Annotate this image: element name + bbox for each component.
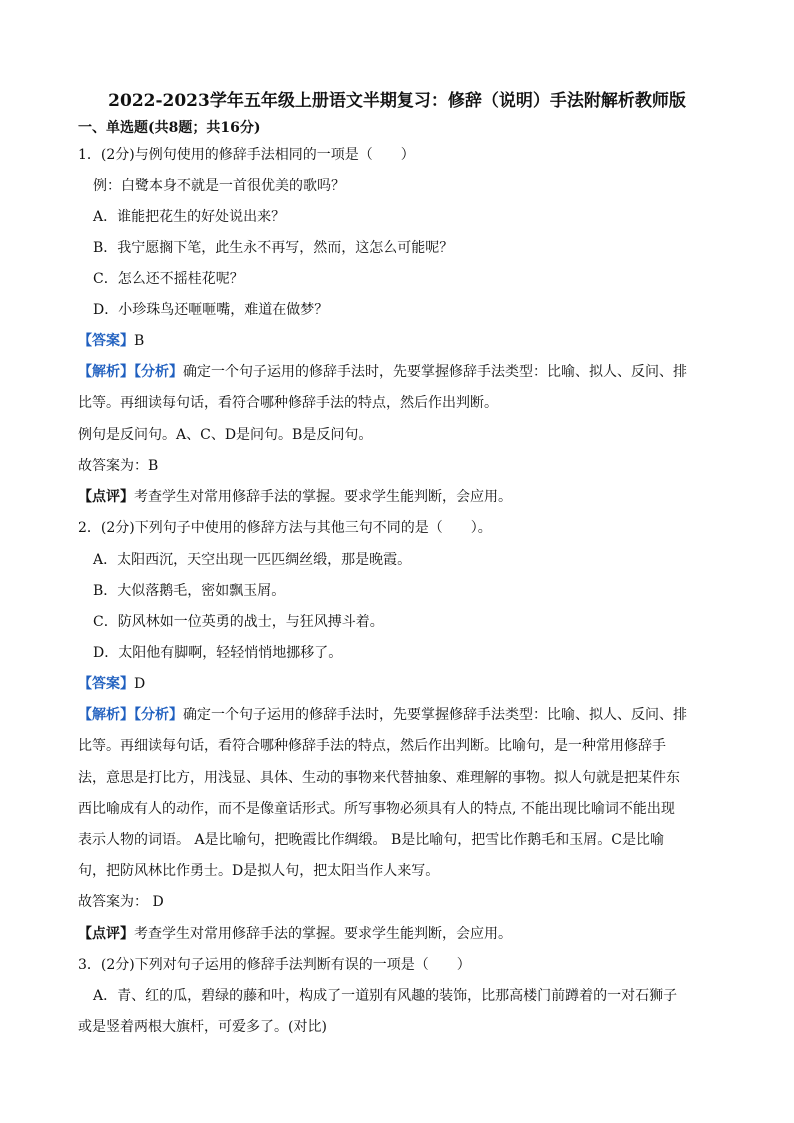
comment-text: 考查学生对常用修辞手法的掌握。要求学生能判断，会应用。: [134, 926, 512, 942]
q1-comment: [78, 487, 512, 507]
q1-analysis-line-2: 比等。再细读每句话，看符合哪种修辞手法的特点，然后作出判断。: [78, 395, 498, 411]
q1-final-answer: 故答案为：B: [78, 458, 159, 474]
q3-option-a-line-2: 或是竖着两根大旗杆，可爱多了。(对比): [78, 1019, 327, 1035]
q2-comment: [78, 924, 512, 944]
answer-value: B: [134, 333, 145, 349]
q2-analysis-line-2: 比等。再细读每句话，看符合哪种修辞手法的特点，然后作出判断。比喻句，是一种常用修辞手: [78, 738, 666, 754]
q1-stem: 1．(2分)与例句使用的修辞手法相同的一项是（ ）: [78, 147, 415, 163]
answer-tag: 【答案】: [78, 676, 134, 692]
q2-analysis-line-4: 西比喻成有人的动作，而不是像童话形式。所写事物必须具有人的特点, 不能出现比喻词不能出现: [78, 801, 675, 817]
q1-option-b: B．我宁愿搁下笔，此生永不再写，然而，这怎么可能呢？: [93, 240, 454, 256]
q2-answer: [78, 674, 145, 694]
comment-text: 考查学生对常用修辞手法的掌握。要求学生能判断，会应用。: [134, 489, 512, 505]
analysis-tag: 【解析】【分析】: [78, 364, 183, 380]
q2-final-answer: 故答案为： D: [78, 894, 164, 910]
q1-option-d: D．小珍珠鸟还咂咂嘴，难道在做梦？: [93, 302, 329, 318]
q2-analysis-line-6: 句，把防风林比作勇士。D是拟人句，把太阳当作人来写。: [78, 863, 440, 879]
q2-option-c: C．防风林如一位英勇的战士，与狂风搏斗着。: [93, 614, 384, 630]
q2-stem: 2．(2分)下列句子中使用的修辞方法与其他三句不同的是（ ）。: [78, 520, 492, 536]
comment-tag: 【点评】: [78, 489, 134, 505]
analysis-text: 确定一个句子运用的修辞手法时，先要掌握修辞手法类型：比喻、拟人、反问、排: [183, 707, 687, 723]
q1-answer: [78, 331, 144, 351]
q2-analysis-line-1: [78, 705, 687, 725]
q2-option-d: D．太阳他有脚啊，轻轻悄悄地挪移了。: [93, 645, 343, 661]
q1-option-a: A．谁能把花生的好处说出来？: [93, 209, 286, 225]
q2-analysis-line-3: 法，意思是打比方，用浅显、具体、生动的事物来代替抽象、难理解的事物。拟人句就是把某件东: [78, 770, 680, 786]
q1-option-c: C．怎么还不摇桂花呢？: [93, 271, 244, 287]
comment-tag: 【点评】: [78, 926, 134, 942]
analysis-tag: 【解析】【分析】: [78, 707, 183, 723]
q1-analysis-line-3: 例句是反问句。A、C、D是问句。B是反问句。: [78, 427, 373, 443]
q2-option-a: A．太阳西沉，天空出现一匹匹绸丝缎，那是晚霞。: [93, 552, 412, 568]
q2-option-b: B．大似落鹅毛，密如飘玉屑。: [93, 583, 286, 599]
q3-option-a-line-1: A．青、红的瓜，碧绿的藤和叶，构成了一道别有风趣的装饰，比那高楼门前蹲着的一对石狮子: [93, 988, 678, 1004]
section-heading: 一、单选题(共8题；共16分): [78, 120, 261, 136]
page-title: 2022-2023学年五年级上册语文半期复习：修辞（说明）手法附解析教师版: [108, 91, 686, 111]
q1-example: 例：白鹭本身不就是一首很优美的歌吗？: [93, 178, 345, 194]
answer-value: D: [134, 676, 146, 692]
answer-tag: 【答案】: [78, 333, 134, 349]
q3-stem: 3．(2分)下列对句子运用的修辞手法判断有误的一项是（ ）: [78, 957, 471, 973]
q2-analysis-line-5: 表示人物的词语。 A是比喻句，把晚霞比作绸缎。 B是比喻句，把雪比作鹅毛和玉屑。C是比喻: [78, 832, 665, 848]
analysis-text: 确定一个句子运用的修辞手法时，先要掌握修辞手法类型：比喻、拟人、反问、排: [183, 364, 687, 380]
q1-analysis-line-1: [78, 362, 687, 382]
